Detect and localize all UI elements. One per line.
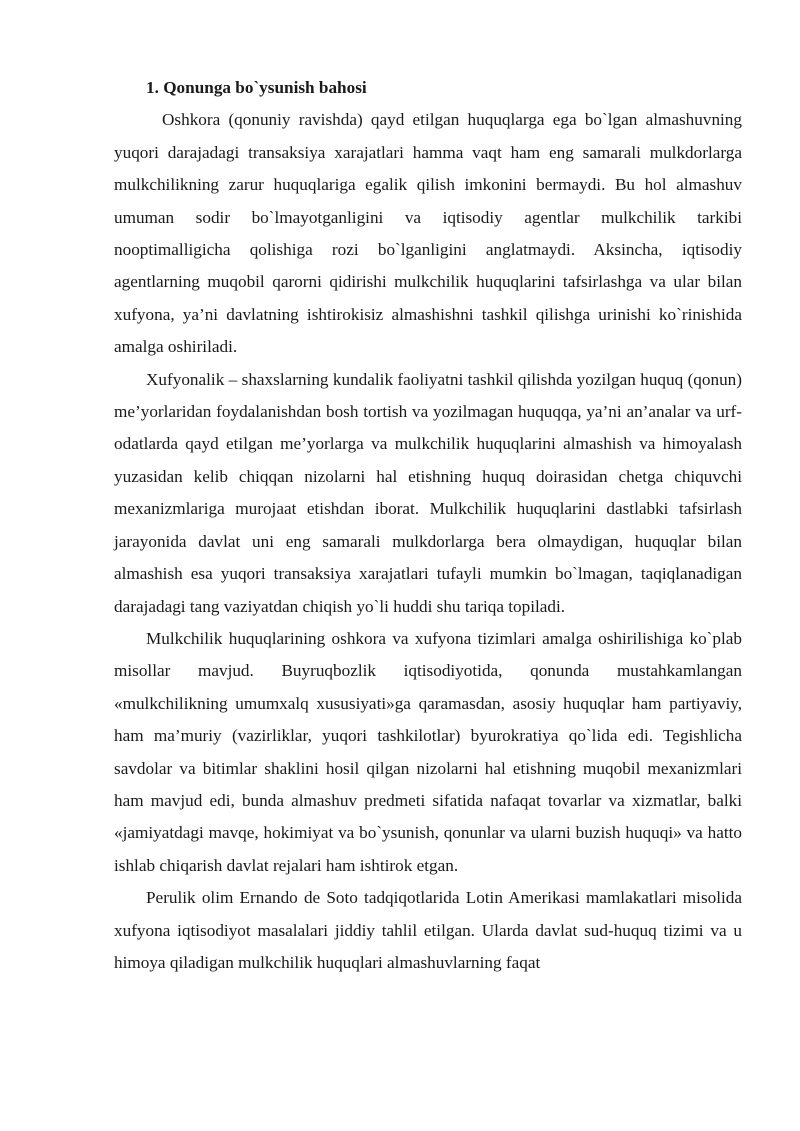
section-heading: 1. Qonunga bo`ysunish bahosi — [146, 78, 367, 97]
paragraph-2: Xufyonalik – shaxslarning kundalik faoliyatni tashkil qilishda yozilgan huquq (qonun) me’yorlaridan foydalanishdan bosh tortish va yozilmagan huquqqa, ya’ni an’analar va urf-odatlarda qayd etilgan me’yorlarga va mulkchilik huquqlarini almashish va himoyalash yuzasidan kelib chiqqan nizolarni hal etishning huquq doirasidan chetga chiquvchi mexanizmlariga murojaat etishdan iborat. Mulkchilik huquqlarini dastlabki tafsirlash jarayonida davlat uni eng samarali mulkdorlarga bera olmaydigan, huquqlar bilan almashish esa yuqori transaksiya xarajatlari tufayli mumkin bo`lmagan, taqiqlanadigan darajadagi tang vaziyatdan chiqish yo`li huddi shu tariqa topiladi. — [114, 369, 742, 616]
paragraph-4: Perulik olim Ernando de Soto tadqiqotlarida Lotin Amerikasi mamlakatlari misolida xufyona iqtisodiyot masalalari jiddiy tahlil etilgan. Ularda davlat sud-huquq tizimi va u himoya qiladigan mulkchilik huquqlari almashuvlarning faqat — [114, 888, 742, 972]
document-body — [114, 72, 742, 979]
paragraph-3: Mulkchilik huquqlarining oshkora va xufyona tizimlari amalga oshirilishiga ko`plab misollar mavjud. Buyruqbozlik iqtisodiyotida, qonunda mustahkamlangan «mulkchilikning umumxalq xususiyati»ga qaramasdan, asosiy huquqlar ham partiyaviy, ham ma’muriy (vazirliklar, yuqori tashkilotlar) byurokratiya qo`lida edi. Tegishlicha savdolar va bitimlar shaklini hosil qilgan nizolarni hal etishning muqobil mexanizmlari ham mavjud edi, bunda almashuv predmeti sifatida nafaqat tovarlar va xizmatlar, balki «jamiyatdagi mavqe, hokimiyat va bo`ysunish, qonunlar va ularni buzish huquqi» va hatto ishlab chiqarish davlat rejalari ham ishtirok etgan. — [114, 628, 742, 875]
paragraph-1: Oshkora (qonuniy ravishda) qayd etilgan huquqlarga ega bo`lgan almashuvning yuqori darajadagi transaksiya xarajatlari hamma vaqt ham eng samarali mulkdorlarga mulkchilikning zarur huquqlariga egalik qilish imkonini bermaydi. Bu hol almashuv umuman sodir bo`lmayotganligini va iqtisodiy agentlar mulkchilik tarkibi nooptimalligicha qolishiga rozi bo`lganligini anglatmaydi. Aksincha, iqtisodiy agentlarning muqobil qarorni qidirishi mulkchilik huquqlarini tafsirlashga va ular bilan xufyona, ya’ni davlatning ishtirokisiz almashishni tashkil qilishga urinishi ko`rinishida amalga oshiriladi. — [114, 110, 742, 357]
